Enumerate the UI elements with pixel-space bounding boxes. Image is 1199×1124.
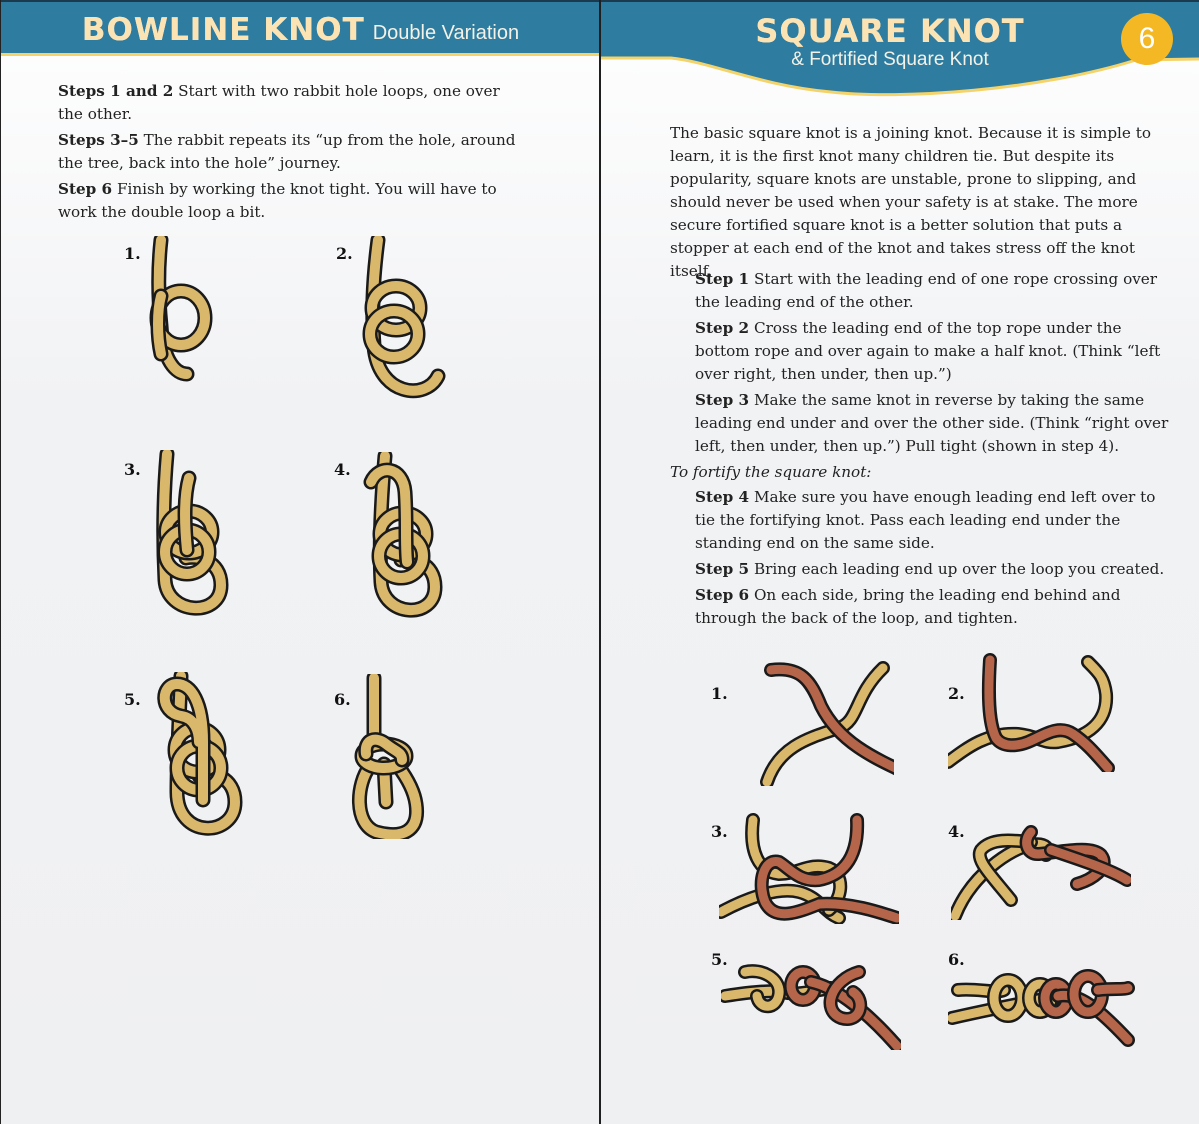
figure-number: 2. bbox=[948, 684, 965, 703]
step-text: On each side, bring the leading end behind and through the back of the loop, and tighten. bbox=[695, 586, 1121, 627]
figure-number: 6. bbox=[334, 690, 351, 709]
bowline-step-4-illustration bbox=[363, 452, 453, 622]
step-label: Step 6 bbox=[58, 180, 113, 198]
step-paragraph bbox=[695, 317, 1175, 386]
step-text: Make sure you have enough leading end left over to tie the fortifying knot. Pass each leading end under the standing end on the same side. bbox=[695, 488, 1156, 552]
step-paragraph bbox=[695, 584, 1175, 630]
square-knot-step-6-illustration bbox=[948, 968, 1138, 1048]
instruction-paragraph bbox=[58, 178, 528, 224]
bowline-step-5-illustration bbox=[151, 672, 251, 842]
step-label: Step 2 bbox=[695, 319, 750, 337]
step-label: Step 5 bbox=[695, 560, 750, 578]
figure-number: 4. bbox=[948, 822, 965, 841]
left-page-header bbox=[1, 0, 599, 56]
figure-number: 1. bbox=[711, 684, 728, 703]
step-text: Bring each leading end up over the loop you created. bbox=[749, 560, 1165, 578]
square-knot-step-2-illustration bbox=[948, 652, 1138, 772]
figure-number: 6. bbox=[948, 950, 965, 969]
figure-number: 2. bbox=[336, 244, 353, 263]
page-subtitle: Double Variation bbox=[372, 22, 520, 44]
intro-paragraph: The basic square knot is a joining knot. Because it is simple to learn, it is the first knot many children tie. But despite its popularity, square knots are unstable, prone to slipping, and should never be used when your safety is at stake. The more secure fortified square knot is a better solution that puts a stopper at each end of the knot and takes stress off the knot itself. bbox=[670, 124, 1151, 280]
figure-number: 3. bbox=[711, 822, 728, 841]
step-text: Cross the leading end of the top rope under the bottom rope and over again to make a half knot. (Think “left over right, then under, then up.”) bbox=[695, 319, 1161, 383]
step-text: The rabbit repeats its “up from the hole, around the tree, back into the hole” journey. bbox=[58, 131, 516, 172]
square-knot-step-1-illustration bbox=[759, 656, 894, 786]
left-page bbox=[0, 0, 599, 1124]
page-number-badge: 6 bbox=[1121, 13, 1173, 65]
instruction-paragraph bbox=[58, 129, 528, 175]
step-text: Finish by working the knot tight. You will have to work the double loop a bit. bbox=[58, 180, 497, 221]
step-text: Start with two rabbit hole loops, one over the other. bbox=[58, 82, 500, 123]
square-knot-step-3-illustration bbox=[719, 812, 899, 924]
step-paragraph bbox=[695, 389, 1175, 458]
page-subtitle: & Fortified Square Knot bbox=[791, 49, 989, 70]
bowline-instructions bbox=[58, 80, 528, 227]
right-page bbox=[601, 0, 1199, 1124]
square-knot-step-4-illustration bbox=[951, 820, 1131, 920]
step-text: Make the same knot in reverse by taking the same leading end under and over the other side. (Think “right over left, then under, then up.”) Pull tight (shown in step 4). bbox=[695, 391, 1169, 455]
step-text: Start with the leading end of one rope crossing over the leading end of the other. bbox=[695, 270, 1158, 311]
page-title: SQUARE KNOT bbox=[755, 12, 1025, 50]
step-label: Step 1 bbox=[695, 270, 750, 288]
square-knot-step-5-illustration bbox=[721, 960, 901, 1050]
figure-number: 3. bbox=[124, 460, 141, 479]
bowline-step-2-illustration bbox=[356, 236, 456, 411]
step-label: Steps 1 and 2 bbox=[58, 82, 174, 100]
fortify-heading: To fortify the square knot: bbox=[670, 463, 872, 481]
figure-number: 5. bbox=[711, 950, 728, 969]
square-knot-steps bbox=[670, 268, 1175, 633]
step-paragraph bbox=[695, 486, 1175, 555]
figure-number: 1. bbox=[124, 244, 141, 263]
step-label: Steps 3–5 bbox=[58, 131, 139, 149]
bowline-step-6-illustration bbox=[346, 674, 436, 839]
bowline-step-3-illustration bbox=[151, 450, 241, 620]
instruction-paragraph bbox=[58, 80, 528, 126]
right-page-header bbox=[601, 0, 1199, 105]
step-paragraph bbox=[695, 268, 1175, 314]
step-paragraph bbox=[695, 558, 1175, 581]
figure-number: 5. bbox=[124, 690, 141, 709]
bowline-step-1-illustration bbox=[141, 236, 231, 386]
page-title: BOWLINE KNOT bbox=[81, 11, 365, 48]
step-label: Step 6 bbox=[695, 586, 750, 604]
step-label: Step 4 bbox=[695, 488, 750, 506]
figure-number: 4. bbox=[334, 460, 351, 479]
step-label: Step 3 bbox=[695, 391, 750, 409]
